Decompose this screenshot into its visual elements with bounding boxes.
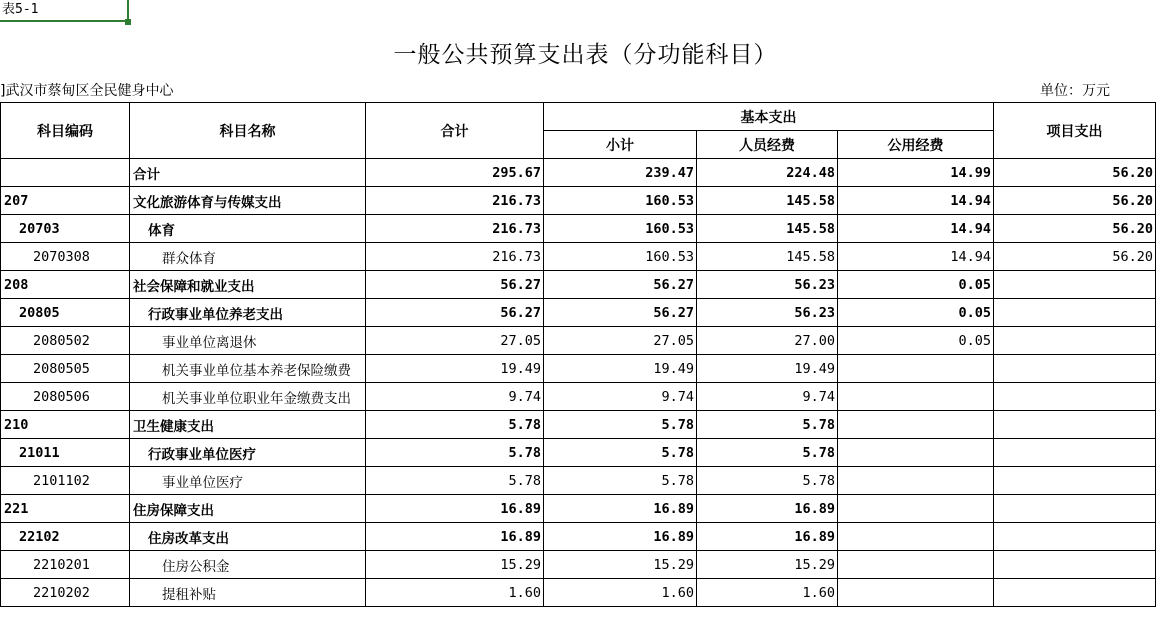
code-cell[interactable]: 208: [1, 271, 130, 299]
subtotal-cell[interactable]: 5.78: [544, 467, 697, 495]
project-cell[interactable]: 56.20: [994, 159, 1156, 187]
public-cell[interactable]: [838, 383, 994, 411]
name-cell[interactable]: 住房保障支出: [130, 495, 366, 523]
table-row: [1, 271, 1156, 299]
personnel-cell[interactable]: 16.89: [697, 495, 838, 523]
header-personnel[interactable]: 人员经费: [697, 131, 838, 159]
total-cell[interactable]: 5.78: [366, 411, 544, 439]
meta-line: [0, 78, 1160, 98]
subtotal-cell[interactable]: 5.78: [544, 439, 697, 467]
name-cell[interactable]: 机关事业单位职业年金缴费支出: [130, 383, 366, 411]
total-cell[interactable]: 5.78: [366, 467, 544, 495]
code-cell[interactable]: 2210201: [1, 551, 130, 579]
personnel-cell[interactable]: 145.58: [697, 215, 838, 243]
table-row: [1, 579, 1156, 607]
public-cell[interactable]: 0.05: [838, 327, 994, 355]
name-cell[interactable]: 合计: [130, 159, 366, 187]
project-cell[interactable]: [994, 271, 1156, 299]
personnel-cell[interactable]: 27.00: [697, 327, 838, 355]
personnel-cell[interactable]: 56.23: [697, 299, 838, 327]
subtotal-cell[interactable]: 160.53: [544, 215, 697, 243]
name-cell[interactable]: 社会保障和就业支出: [130, 271, 366, 299]
code-cell[interactable]: 22102: [1, 523, 130, 551]
table-row: [1, 243, 1156, 271]
subtotal-cell[interactable]: 56.27: [544, 299, 697, 327]
budget-table: [0, 102, 1156, 607]
project-cell[interactable]: [994, 523, 1156, 551]
public-cell[interactable]: 0.05: [838, 299, 994, 327]
name-cell[interactable]: 卫生健康支出: [130, 411, 366, 439]
personnel-cell[interactable]: 15.29: [697, 551, 838, 579]
table-row: [1, 551, 1156, 579]
public-cell[interactable]: 14.99: [838, 159, 994, 187]
subtotal-cell[interactable]: 160.53: [544, 243, 697, 271]
code-cell[interactable]: 2101102: [1, 467, 130, 495]
subtotal-cell[interactable]: 19.49: [544, 355, 697, 383]
unit-label: 单位：万元: [1040, 83, 1110, 99]
project-cell[interactable]: [994, 467, 1156, 495]
selected-cell[interactable]: 表5-1: [0, 0, 129, 22]
public-cell[interactable]: [838, 523, 994, 551]
name-cell[interactable]: 住房公积金: [130, 551, 366, 579]
name-cell[interactable]: 事业单位医疗: [130, 467, 366, 495]
subtotal-cell[interactable]: 16.89: [544, 495, 697, 523]
public-cell[interactable]: 14.94: [838, 243, 994, 271]
total-cell[interactable]: 16.89: [366, 523, 544, 551]
total-cell[interactable]: 27.05: [366, 327, 544, 355]
total-cell[interactable]: 15.29: [366, 551, 544, 579]
organization-name: ]武汉市蔡甸区全民健身中心: [0, 83, 174, 99]
subtotal-cell[interactable]: 15.29: [544, 551, 697, 579]
table-row: [1, 439, 1156, 467]
subtotal-cell[interactable]: 16.89: [544, 523, 697, 551]
code-cell[interactable]: 20805: [1, 299, 130, 327]
subtotal-cell[interactable]: 5.78: [544, 411, 697, 439]
project-cell[interactable]: [994, 355, 1156, 383]
project-cell[interactable]: 56.20: [994, 187, 1156, 215]
public-cell[interactable]: 14.94: [838, 187, 994, 215]
page-title: 一般公共预算支出表（分功能科目）: [393, 42, 778, 68]
personnel-cell[interactable]: 5.78: [697, 467, 838, 495]
total-cell[interactable]: 216.73: [366, 215, 544, 243]
project-cell[interactable]: [994, 327, 1156, 355]
total-cell[interactable]: 216.73: [366, 243, 544, 271]
code-cell[interactable]: 210: [1, 411, 130, 439]
project-cell[interactable]: [994, 411, 1156, 439]
total-cell[interactable]: 19.49: [366, 355, 544, 383]
total-cell[interactable]: 9.74: [366, 383, 544, 411]
fill-handle[interactable]: [125, 19, 131, 25]
total-cell[interactable]: 16.89: [366, 495, 544, 523]
personnel-cell[interactable]: 1.60: [697, 579, 838, 607]
code-cell[interactable]: 221: [1, 495, 130, 523]
public-cell[interactable]: [838, 579, 994, 607]
subtotal-cell[interactable]: 9.74: [544, 383, 697, 411]
subtotal-cell[interactable]: 1.60: [544, 579, 697, 607]
table-row: [1, 523, 1156, 551]
project-cell[interactable]: [994, 551, 1156, 579]
name-cell[interactable]: 提租补贴: [130, 579, 366, 607]
personnel-cell[interactable]: 19.49: [697, 355, 838, 383]
header-project[interactable]: 项目支出: [994, 103, 1156, 159]
personnel-cell[interactable]: 145.58: [697, 243, 838, 271]
public-cell[interactable]: [838, 495, 994, 523]
personnel-cell[interactable]: 5.78: [697, 439, 838, 467]
table-row: [1, 187, 1156, 215]
project-cell[interactable]: [994, 495, 1156, 523]
total-cell[interactable]: 56.27: [366, 299, 544, 327]
header-total[interactable]: 合计: [366, 103, 544, 159]
code-cell[interactable]: 207: [1, 187, 130, 215]
name-cell[interactable]: 机关事业单位基本养老保险缴费: [130, 355, 366, 383]
total-cell[interactable]: 56.27: [366, 271, 544, 299]
total-cell[interactable]: 216.73: [366, 187, 544, 215]
table-row: [1, 383, 1156, 411]
header-subtotal[interactable]: 小计: [544, 131, 697, 159]
header-basic[interactable]: 基本支出: [544, 103, 994, 131]
project-cell[interactable]: 56.20: [994, 215, 1156, 243]
public-cell[interactable]: [838, 551, 994, 579]
name-cell[interactable]: 事业单位离退休: [130, 327, 366, 355]
table-row: [1, 159, 1156, 187]
public-cell[interactable]: [838, 439, 994, 467]
header-public[interactable]: 公用经费: [838, 131, 994, 159]
subtotal-cell[interactable]: 56.27: [544, 271, 697, 299]
code-cell[interactable]: 2080505: [1, 355, 130, 383]
table-row: [1, 215, 1156, 243]
name-cell[interactable]: 行政事业单位医疗: [130, 439, 366, 467]
name-cell[interactable]: 体育: [130, 215, 366, 243]
project-cell[interactable]: [994, 383, 1156, 411]
subtotal-cell[interactable]: 239.47: [544, 159, 697, 187]
total-cell[interactable]: 295.67: [366, 159, 544, 187]
code-cell[interactable]: 2210202: [1, 579, 130, 607]
table-row: [1, 355, 1156, 383]
name-cell[interactable]: 群众体育: [130, 243, 366, 271]
total-cell[interactable]: 1.60: [366, 579, 544, 607]
project-cell[interactable]: [994, 579, 1156, 607]
project-cell[interactable]: [994, 299, 1156, 327]
subtotal-cell[interactable]: 160.53: [544, 187, 697, 215]
project-cell[interactable]: [994, 439, 1156, 467]
project-cell[interactable]: 56.20: [994, 243, 1156, 271]
table-row: [1, 411, 1156, 439]
name-cell[interactable]: 行政事业单位养老支出: [130, 299, 366, 327]
code-cell[interactable]: [1, 159, 130, 187]
table-row: [1, 467, 1156, 495]
public-cell[interactable]: [838, 467, 994, 495]
public-cell[interactable]: 14.94: [838, 215, 994, 243]
personnel-cell[interactable]: 5.78: [697, 411, 838, 439]
header-name[interactable]: 科目名称: [130, 103, 366, 159]
public-cell[interactable]: [838, 355, 994, 383]
table-row: [1, 299, 1156, 327]
personnel-cell[interactable]: 145.58: [697, 187, 838, 215]
code-cell[interactable]: 20703: [1, 215, 130, 243]
personnel-cell[interactable]: 9.74: [697, 383, 838, 411]
table-row: [1, 495, 1156, 523]
subtotal-cell[interactable]: 27.05: [544, 327, 697, 355]
code-cell[interactable]: 2080502: [1, 327, 130, 355]
name-cell[interactable]: 住房改革支出: [130, 523, 366, 551]
code-cell[interactable]: 2080506: [1, 383, 130, 411]
personnel-cell[interactable]: 224.48: [697, 159, 838, 187]
public-cell[interactable]: 0.05: [838, 271, 994, 299]
code-cell[interactable]: 21011: [1, 439, 130, 467]
table-row: [1, 327, 1156, 355]
header-code[interactable]: 科目编码: [1, 103, 130, 159]
total-cell[interactable]: 5.78: [366, 439, 544, 467]
code-cell[interactable]: 2070308: [1, 243, 130, 271]
name-cell[interactable]: 文化旅游体育与传媒支出: [130, 187, 366, 215]
public-cell[interactable]: [838, 411, 994, 439]
personnel-cell[interactable]: 56.23: [697, 271, 838, 299]
personnel-cell[interactable]: 16.89: [697, 523, 838, 551]
